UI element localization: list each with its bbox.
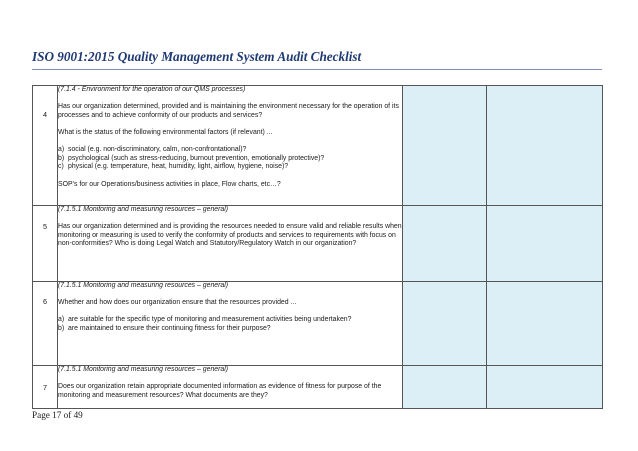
table-row <box>33 282 603 366</box>
question-text: Does our organization retain appropriate documented information as evidence of fitness for purpose of the monitoring and measurement resources? What documents are they? <box>58 383 382 399</box>
notes-cell[interactable] <box>487 366 603 409</box>
question-prompt: What is the status of the following environmental factors (if relevant) ... <box>58 128 273 136</box>
document-title: ISO 9001:2015 Quality Management System Audit Checklist <box>32 49 362 64</box>
notes-cell[interactable] <box>487 206 603 282</box>
notes-cell[interactable] <box>487 86 603 206</box>
clause-reference: (7.1.5.1 Monitoring and measuring resources – general) <box>58 282 229 289</box>
row-number-cell <box>33 282 58 366</box>
row-number: 7 <box>42 383 48 392</box>
answer-cell[interactable] <box>403 206 487 282</box>
question-cell <box>58 206 403 282</box>
question-cell <box>58 282 403 366</box>
list-item: b) are maintained to ensure their continuing fitness for their purpose? <box>58 324 271 332</box>
answer-cell[interactable] <box>403 366 487 409</box>
page-number: Page 17 of 49 <box>32 410 83 420</box>
row-number: 6 <box>42 297 48 306</box>
question-text: Whether and how does our organization ensure that the resources provided ... <box>58 299 297 307</box>
answer-cell[interactable] <box>403 282 487 366</box>
title-underline <box>32 69 602 70</box>
row-number: 4 <box>42 110 48 119</box>
clause-reference: (7.1.4 - Environment for the operation of our QMS processes) <box>58 86 246 93</box>
table-row <box>33 206 603 282</box>
table-row <box>33 366 603 409</box>
audit-checklist-table <box>32 85 603 409</box>
answer-cell[interactable] <box>403 86 487 206</box>
clause-reference: (7.1.5.1 Monitoring and measuring resources – general) <box>58 206 229 213</box>
list-item: a) social (e.g. non-discriminatory, calm, non-confrontational)? <box>58 146 247 154</box>
row-number-cell <box>33 206 58 282</box>
list-item: c) physical (e.g. temperature, heat, humidity, light, airflow, hygiene, noise)? <box>58 163 289 171</box>
row-number-cell <box>33 366 58 409</box>
list-item: b) psychological (such as stress-reducing, burnout prevention, emotionally protective)? <box>58 154 325 162</box>
list-item: a) are suitable for the specific type of monitoring and measurement activities being undertaken? <box>58 316 352 324</box>
question-cell <box>58 366 403 409</box>
question-followup: SOP’s for our Operations/business activities in place, Flow charts, etc…? <box>58 180 281 188</box>
clause-reference: (7.1.5.1 Monitoring and measuring resources – general) <box>58 366 229 373</box>
row-number-cell <box>33 86 58 206</box>
notes-cell[interactable] <box>487 282 603 366</box>
table-row <box>33 86 603 206</box>
row-number: 5 <box>42 222 48 231</box>
question-text: Has our organization determined, provided and is maintaining the environment necessary for the operation of its processes and to achieve conformity of our products and services? <box>58 103 399 119</box>
question-cell <box>58 86 403 206</box>
question-text: Has our organization determined and is providing the resources needed to ensure valid and reliable results when monitoring or measuring is used to verify the conformity of products and services to requirements with focus on non-conformities? Who is doing Legal Watch and Statutory/Regulatory Watch in our organization? <box>58 223 402 248</box>
